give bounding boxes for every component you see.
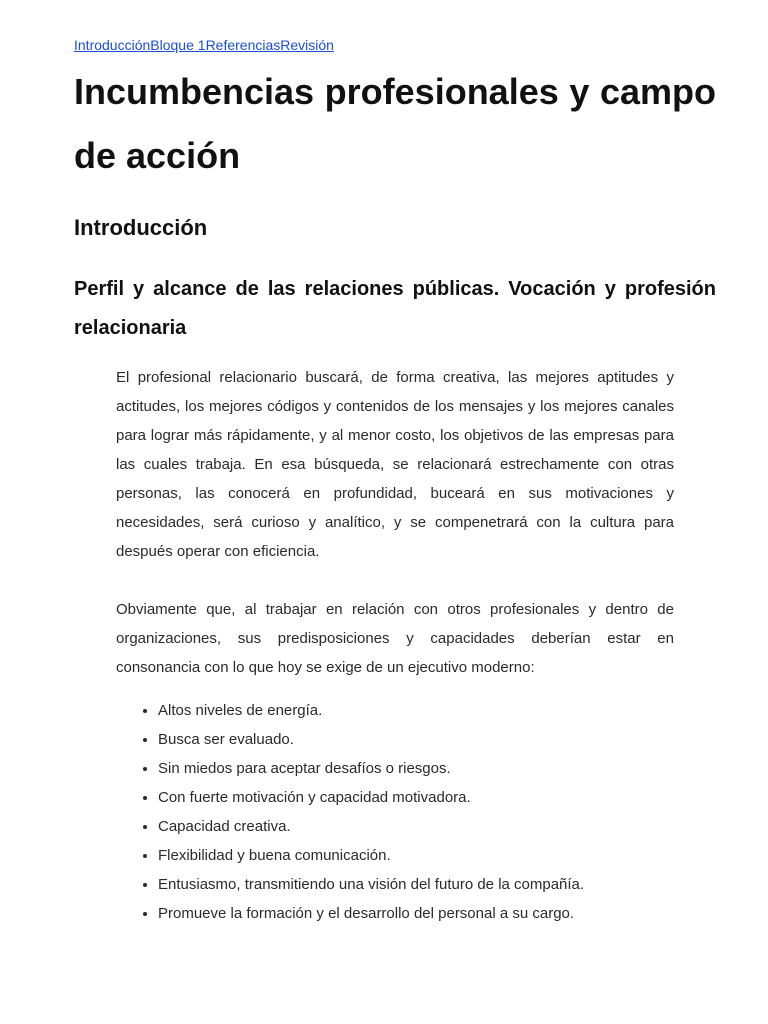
list-item: • Capacidad creativa.	[158, 812, 674, 841]
list-item: • Flexibilidad y buena comunicación.	[158, 841, 674, 870]
paragraph-1: El profesional relacionario buscará, de forma creativa, las mejores aptitudes y actitudes, los mejores códigos y contenidos de los mensajes y los mejores canales para lograr más rápidamente, y al menor costo, los objetivos de las empresas para las cuales trabaja. En esa búsqueda, se relacionará estrechamente con otras personas, las conocerá en profundidad, buceará en sus motivaciones y necesidades, será curioso y analítico, y se compenetrará con la cultura para después operar con eficiencia.	[116, 369, 674, 560]
traits-list	[116, 696, 674, 928]
nav-link-bloque-1[interactable]: Bloque 1	[150, 37, 206, 53]
list-item: • Altos niveles de energía.	[158, 696, 674, 725]
nav-link-introduccion[interactable]: Introducción	[74, 37, 151, 53]
section-heading: Introducción	[74, 215, 208, 240]
list-item: • Busca ser evaluado.	[158, 725, 674, 754]
subsection-heading: Perfil y alcance de las relaciones públicas. Vocación y profesión relacionaria	[74, 278, 716, 339]
nav-link-revision[interactable]: Revisión	[280, 37, 334, 53]
list-item: • Sin miedos para aceptar desafíos o riesgos.	[158, 754, 674, 783]
list-item: • Entusiasmo, transmitiendo una visión del futuro de la compañía.	[158, 870, 674, 899]
nav-link-referencias[interactable]: Referencias	[205, 37, 281, 53]
blockquote	[116, 363, 674, 928]
section-nav	[74, 36, 334, 54]
paragraph-2: Obviamente que, al trabajar en relación con otros profesionales y dentro de organizaciones, sus predisposiciones y capacidades deberían estar en consonancia con lo que hoy se exige de un ejecutivo moderno:	[116, 601, 674, 676]
list-item: • Con fuerte motivación y capacidad motivadora.	[158, 783, 674, 812]
list-item: • Promueve la formación y el desarrollo del personal a su cargo.	[158, 899, 674, 928]
page-title: Incumbencias profesionales y campo de acción	[74, 71, 716, 176]
